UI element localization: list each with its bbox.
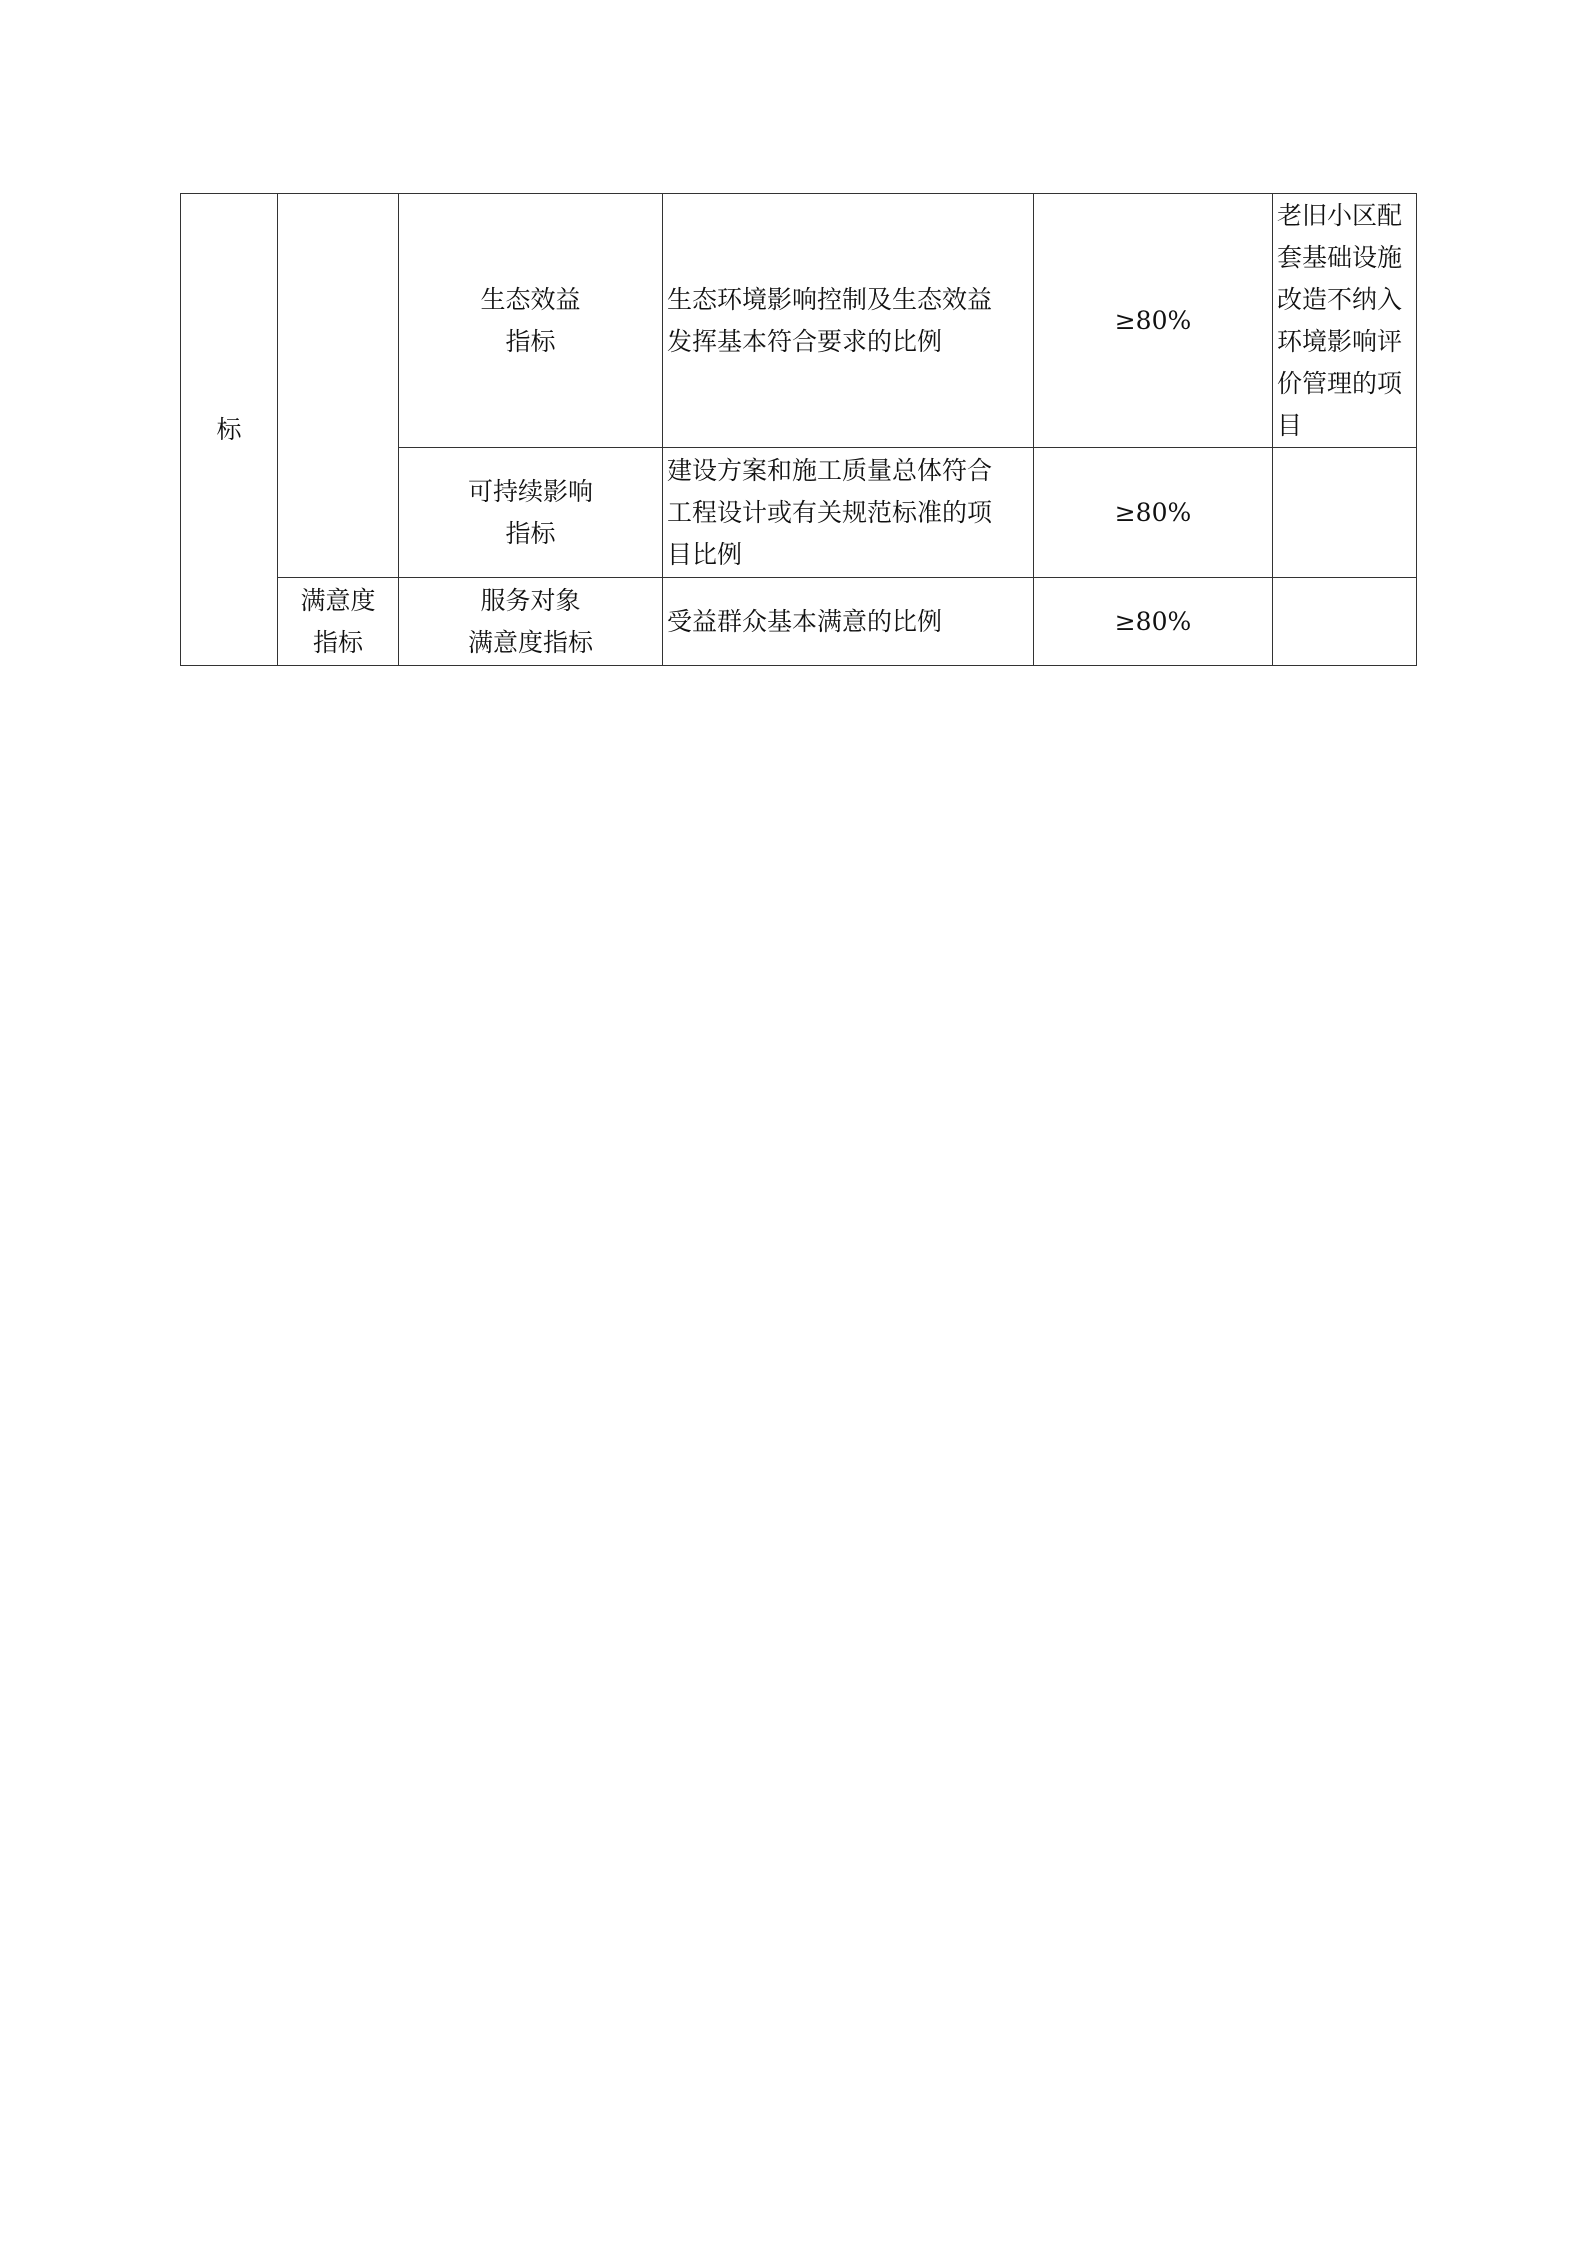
level3-indicator-cell (399, 194, 663, 448)
remark-line: 目 (1277, 410, 1303, 440)
level2-indicator-cell (278, 578, 399, 666)
category-name-line: 指标 (312, 627, 363, 657)
target-value: ≥80% (1114, 305, 1192, 335)
indicator-content-line: 建设方案和施工质量总体符合 (667, 455, 993, 485)
indicator-content-cell (663, 194, 1034, 448)
indicator-name-line: 指标 (505, 518, 556, 548)
remark-cell (1273, 194, 1417, 448)
target-value: ≥80% (1114, 497, 1192, 527)
target-value-cell (1034, 578, 1273, 666)
performance-indicator-table (180, 193, 1417, 666)
target-value: ≥80% (1114, 606, 1192, 636)
remark-line: 老旧小区配 (1277, 200, 1403, 230)
remark-line: 环境影响评 (1277, 326, 1403, 356)
target-value-cell (1034, 448, 1273, 578)
indicator-content-line: 生态环境影响控制及生态效益 (667, 284, 993, 314)
indicator-content-line: 目比例 (667, 539, 743, 569)
remark-line: 套基础设施 (1277, 242, 1403, 272)
remark-line: 价管理的项 (1277, 368, 1403, 398)
indicator-content-line: 受益群众基本满意的比例 (667, 606, 943, 636)
indicator-name-line: 指标 (505, 326, 556, 356)
remark-cell (1273, 448, 1417, 578)
table-row (181, 194, 1417, 448)
remark-line: 改造不纳入 (1277, 284, 1403, 314)
level3-indicator-cell (399, 578, 663, 666)
target-value-cell (1034, 194, 1273, 448)
indicator-name-line: 生态效益 (480, 284, 581, 314)
indicator-content-cell (663, 578, 1034, 666)
indicator-name-line: 服务对象 (480, 585, 581, 615)
level1-indicator-cell (181, 194, 278, 666)
remark-cell (1273, 578, 1417, 666)
indicator-content-line: 发挥基本符合要求的比例 (667, 326, 943, 356)
indicator-content-line: 工程设计或有关规范标准的项 (667, 497, 993, 527)
category-name-line: 满意度 (300, 585, 376, 615)
table-row (181, 578, 1417, 666)
indicator-name-line: 满意度指标 (467, 627, 593, 657)
level2-indicator-cell (278, 194, 399, 578)
indicator-content-cell (663, 448, 1034, 578)
indicator-name-line: 可持续影响 (467, 476, 593, 506)
level3-indicator-cell (399, 448, 663, 578)
level1-indicator-label: 标 (216, 414, 242, 444)
